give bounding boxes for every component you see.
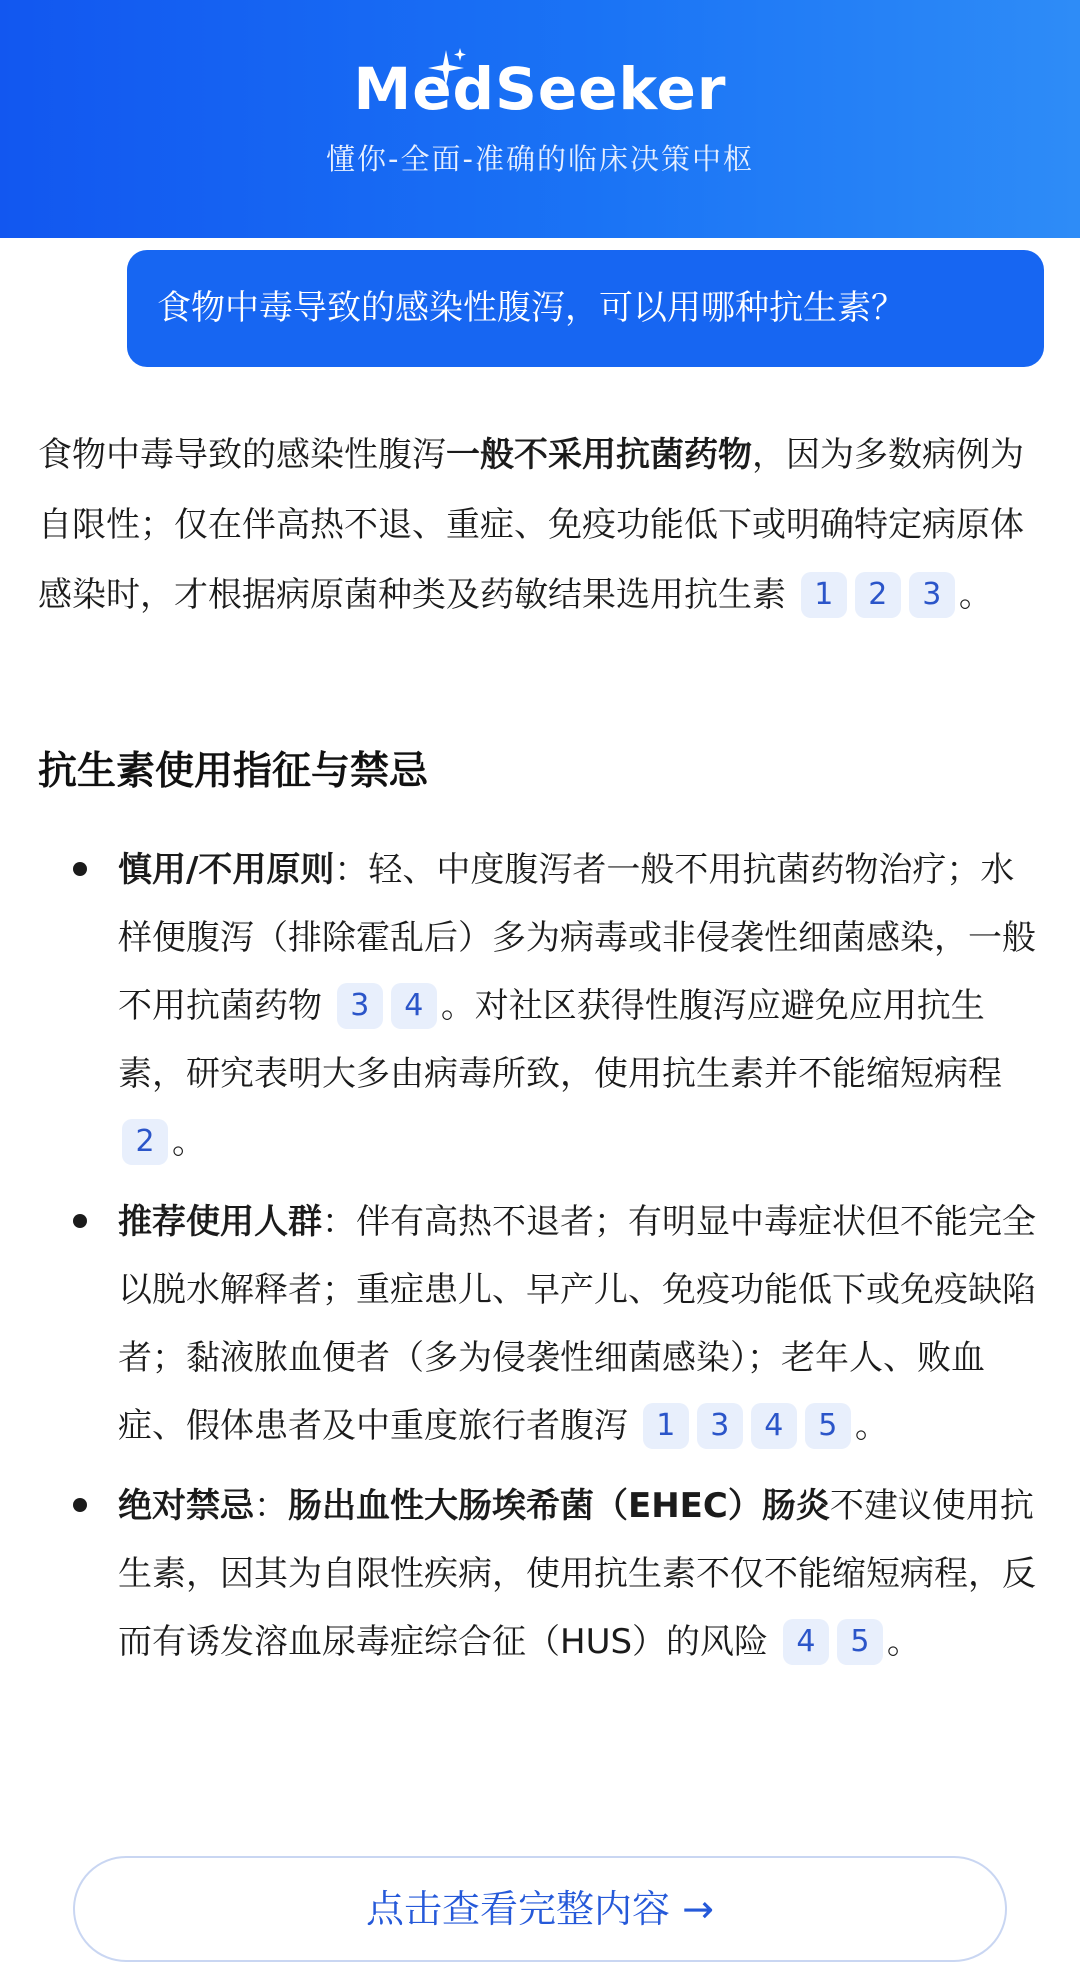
item-text: 伴有高热不退者；有明显中毒症状但不能完全以脱水解释者；重症患儿、早产儿、免疫功能低下或免疫缺陷者；黏液脓血便者（多为侵袭性细菌感染）；老年人、败血症、假体患者及中重度旅行者腹泻	[118, 1202, 1036, 1446]
item-label: 绝对禁忌	[118, 1486, 254, 1526]
answer-text: 。	[958, 575, 993, 615]
answer-text: ，因为多数病例为自限性；仅在伴高热不退、重症、免疫功能低下或明确特定病原体感染时，才根据病原菌种类及药敏结果选用抗生素	[38, 435, 1024, 615]
item-text: 。对社区获得性腹泻应避免应用抗生素，研究表明大多由病毒所致，使用抗生素并不能缩短病程	[118, 986, 1002, 1094]
app-header	[0, 0, 1080, 238]
citation-badge[interactable]: 3	[697, 1403, 743, 1449]
citation-badge[interactable]: 2	[122, 1119, 168, 1165]
list-item	[0, 1472, 1048, 1676]
view-full-content-button[interactable]: 点击查看完整内容 →	[73, 1856, 1007, 1962]
indication-list	[0, 836, 1080, 1676]
citation-badge[interactable]: 4	[391, 983, 437, 1029]
app-tagline: 懂你-全面-准确的临床决策中枢	[326, 142, 754, 176]
item-text: 轻、中度腹泻者一般不用抗菌药物治疗；水样便腹泻（排除霍乱后）多为病毒或非侵袭性细菌感染，一般不用抗菌药物	[118, 850, 1036, 1026]
bullet-icon	[73, 862, 87, 876]
item-label: 慎用/不用原则	[118, 850, 335, 890]
citation-badge[interactable]: 5	[837, 1619, 883, 1665]
item-label: 推荐使用人群	[118, 1202, 322, 1242]
citation-badge[interactable]: 3	[337, 983, 383, 1029]
citation-badge[interactable]: 1	[801, 572, 847, 618]
item-text: 。	[886, 1622, 921, 1662]
item-text: 不建议使用抗生素，因其为自限性疾病，使用抗生素不仅不能缩短病程，反而有诱发溶血尿毒症综合征（HUS）的风险	[118, 1486, 1036, 1662]
list-item	[0, 836, 1048, 1176]
citation-badge[interactable]: 3	[909, 572, 955, 618]
user-question-bubble	[127, 250, 1044, 367]
citation-badge[interactable]: 4	[783, 1619, 829, 1665]
item-text: 。	[854, 1406, 889, 1446]
citation-badge[interactable]: 4	[751, 1403, 797, 1449]
citation-badge[interactable]: 2	[855, 572, 901, 618]
answer-summary	[38, 420, 1038, 630]
answer-text: 食物中毒导致的感染性腹泻	[38, 435, 446, 475]
item-text: ：	[334, 850, 369, 890]
item-emphasis: 肠出血性大肠埃希菌（EHEC）肠炎	[288, 1486, 830, 1526]
item-text: 。	[172, 1122, 206, 1162]
citation-badge[interactable]: 1	[643, 1403, 689, 1449]
citation-badge[interactable]: 5	[805, 1403, 851, 1449]
user-question-text: 食物中毒导致的感染性腹泻，可以用哪种抗生素？	[157, 288, 905, 328]
list-item	[0, 1188, 1048, 1460]
app-logo: MedSeeker	[353, 55, 727, 123]
item-text: ：	[322, 1202, 356, 1242]
bullet-icon	[73, 1498, 87, 1512]
bullet-icon	[73, 1214, 87, 1228]
item-text: ：	[254, 1486, 288, 1526]
answer-emphasis: 一般不采用抗菌药物	[446, 435, 752, 475]
section-title: 抗生素使用指征与禁忌	[38, 749, 429, 794]
